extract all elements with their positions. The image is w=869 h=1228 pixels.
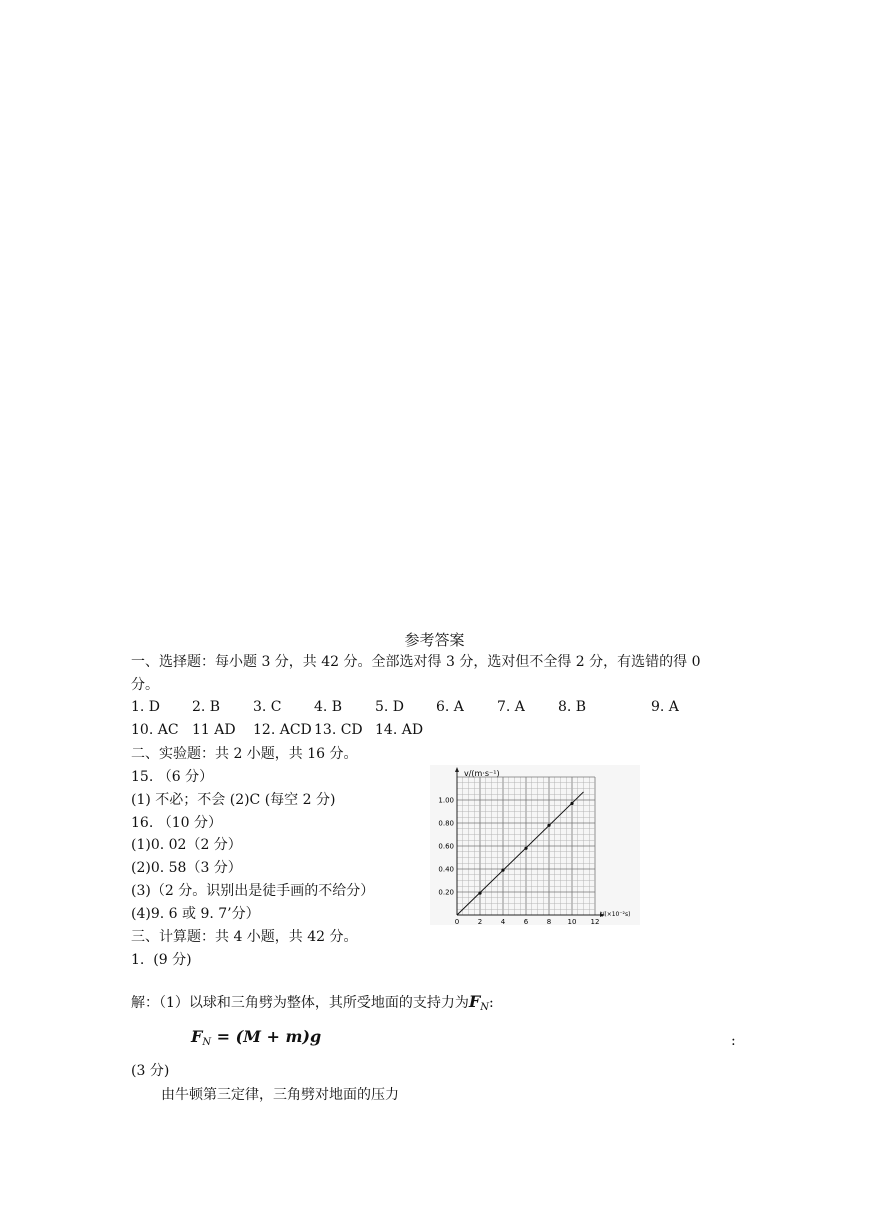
data-point [478, 892, 481, 895]
answer-item: 9. A [651, 699, 679, 715]
y-tick-label: 0.80 [438, 819, 454, 828]
answer-item: 3. C [253, 699, 282, 715]
q16-answer-1: (1)0. 02（2 分） [131, 837, 242, 853]
answer-item: 12. ACD [253, 722, 312, 738]
answer-item: 6. A [436, 699, 464, 715]
solution-intro-text: 解：（1）以球和三角劈为整体，其所受地面的支持力为 [131, 995, 469, 1011]
formula-fn [191, 1027, 321, 1048]
x-tick-label: 2 [477, 918, 483, 925]
velocity-time-chart [430, 765, 640, 925]
q16-answer-2: (2)0. 58（3 分） [131, 860, 242, 876]
solution-intro [131, 993, 494, 1017]
newton-line: 由牛顿第三定律，三角劈对地面的压力 [161, 1087, 399, 1103]
x-axis-label: t/(×10⁻²s) [600, 911, 631, 918]
page-title: 参考答案 [404, 631, 465, 649]
x-tick-label: 4 [500, 918, 506, 925]
answer-item: 1. D [131, 699, 161, 715]
section1-heading-cont: 分。 [131, 677, 159, 693]
answer-item: 5. D [375, 699, 405, 715]
q15-answer: (1) 不必；不会 (2)C (每空 2 分) [131, 792, 336, 808]
right-mark: : [731, 1033, 736, 1049]
answer-item: 2. B [192, 699, 221, 715]
formula-rhs: = (M + m)g [211, 1027, 322, 1046]
answer-item: 8. B [558, 699, 587, 715]
y-tick-label: 1.00 [438, 796, 454, 805]
y-axis-label: v/(m·s⁻¹) [464, 769, 500, 778]
x-tick-label: 6 [523, 918, 529, 925]
score-3: (3 分) [131, 1063, 170, 1079]
answer-item: 11 AD [192, 722, 236, 738]
fn-subscript: N [480, 1002, 490, 1013]
answer-item: 4. B [314, 699, 343, 715]
answer-item: 10. AC [131, 722, 179, 738]
y-tick-label: 0.40 [438, 865, 454, 874]
x-tick-label: 10 [567, 918, 577, 925]
q16-answer-4: (4)9. 6 或 9. 7’分） [131, 906, 260, 922]
q16-answer-3: (3)（2 分。识别出是徒手画的不给分） [131, 883, 375, 899]
section3-heading: 三、计算题：共 4 小题，共 42 分。 [131, 929, 358, 945]
section1-heading: 一、选择题：每小题 3 分，共 42 分。全部选对得 3 分，选对但不全得 2 分，有选错的得 0 [131, 654, 701, 670]
y-tick-label: 0.20 [438, 888, 454, 897]
data-point [524, 847, 527, 850]
data-point [547, 824, 550, 827]
q16-label: 16. （10 分） [131, 815, 222, 831]
fn-symbol: F [468, 992, 481, 1011]
data-point [570, 802, 573, 805]
y-tick-label: 0.60 [438, 842, 454, 851]
q15-label: 15. （6 分） [131, 769, 214, 785]
answer-item: 13. CD [314, 722, 363, 738]
fn-colon: : [489, 995, 494, 1011]
data-point [501, 869, 504, 872]
formula-f: F [191, 1027, 203, 1046]
x-tick-label: 0 [454, 918, 460, 925]
answer-item: 14. AD [375, 722, 424, 738]
x-tick-label: 12 [590, 918, 600, 925]
x-tick-label: 8 [546, 918, 552, 925]
calc1-label: 1. (9 分) [131, 952, 192, 968]
chart-background [430, 765, 640, 925]
answer-item: 7. A [497, 699, 525, 715]
section2-heading: 二、实验题：共 2 小题，共 16 分。 [131, 746, 358, 762]
formula-subscript: N [202, 1037, 212, 1048]
